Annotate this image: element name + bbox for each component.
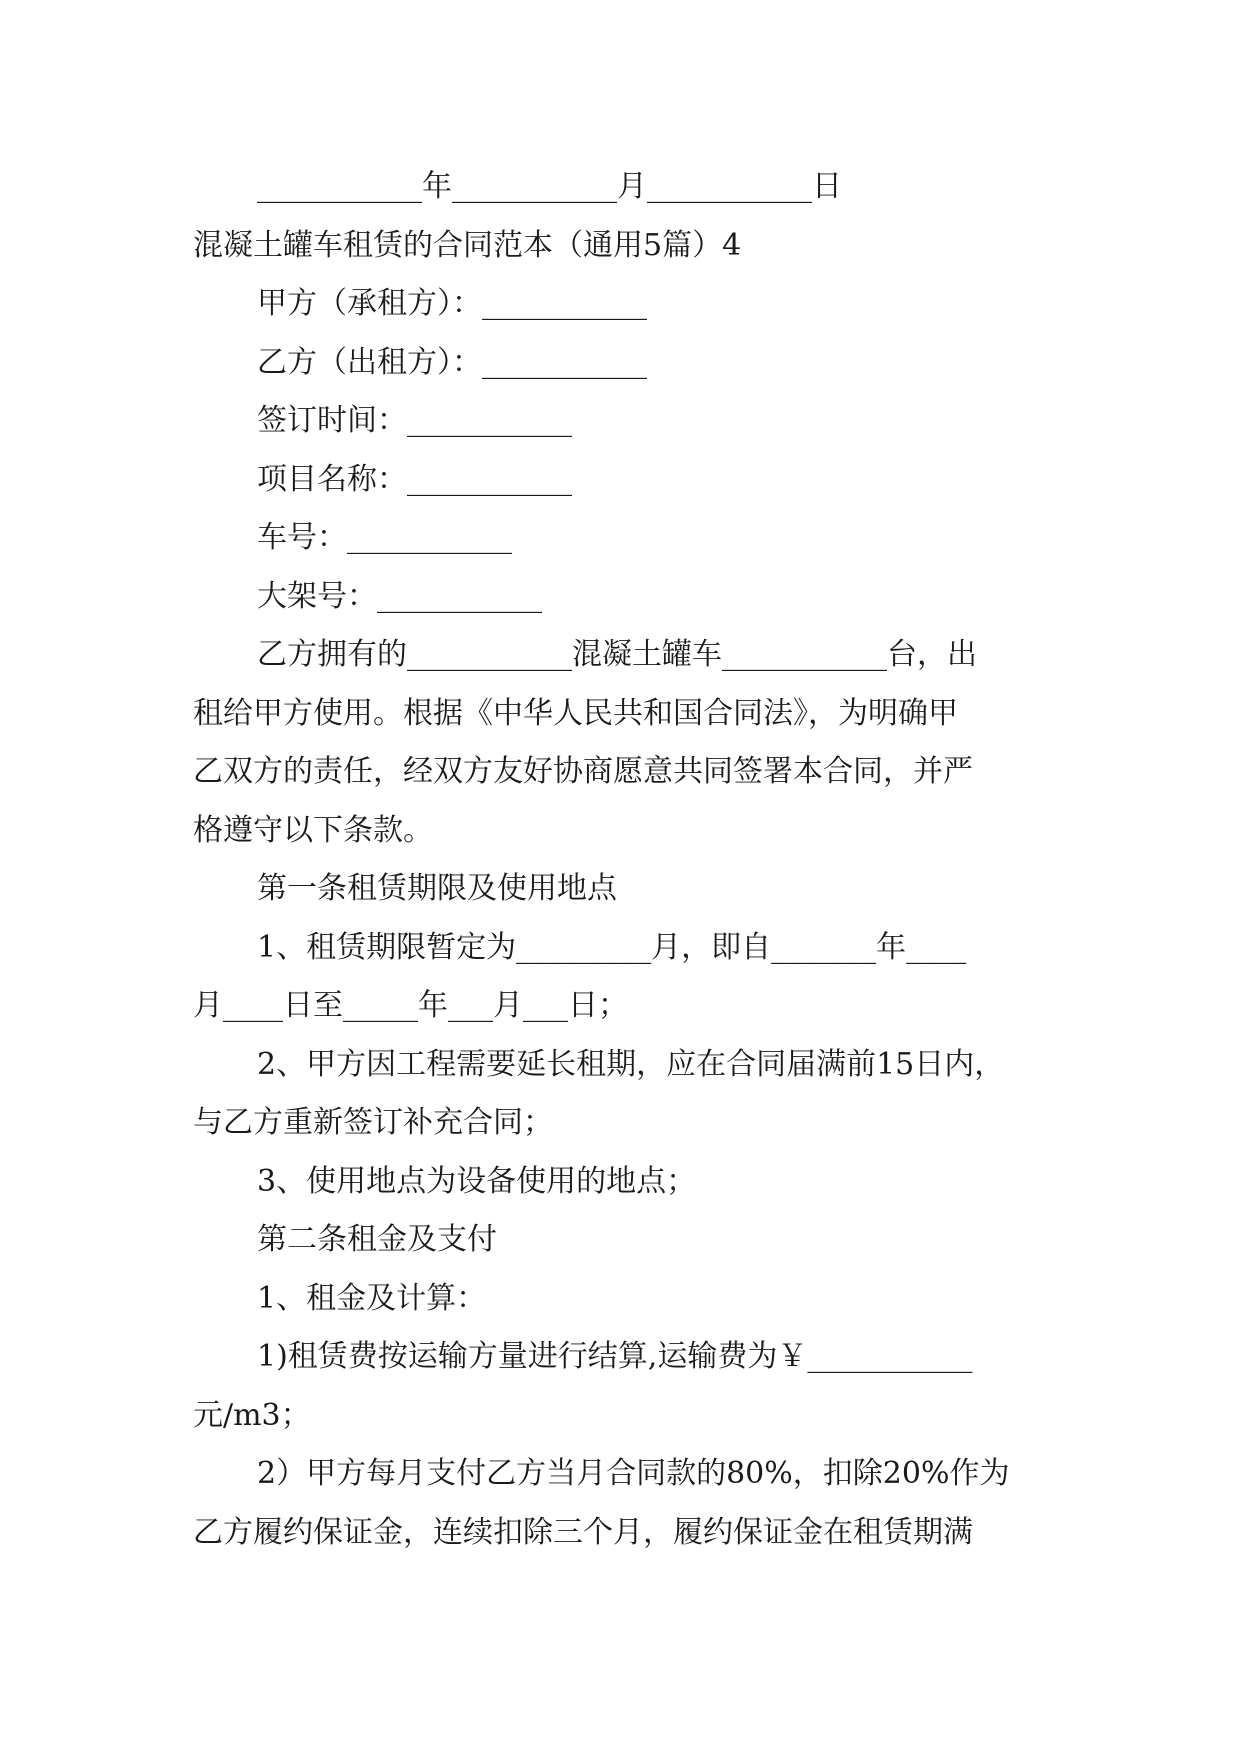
paragraph-line: 1、租金及计算：: [257, 1280, 487, 1316]
paragraph-line: 乙方履约保证金，连续扣除三个月，履约保证金在租赁期满: [193, 1514, 973, 1550]
signing-time-line: 签订时间：___________: [257, 403, 572, 438]
paragraph-line: 2、甲方因工程需要延长租期，应在合同届满前15日内，: [257, 1046, 1005, 1082]
document-title: 混凝土罐车租赁的合同范本（通用5篇）4: [193, 227, 742, 263]
party-b-line: 乙方（出租方）：___________: [257, 344, 647, 380]
paragraph-line: 格遵守以下条款。: [193, 812, 433, 848]
document-body: [193, 158, 1049, 1562]
paragraph-line: 元/m3；: [193, 1397, 311, 1433]
paragraph-line: 1)租赁费按运输方量进行结算,运输费为￥___________: [257, 1339, 973, 1374]
paragraph-line: 2）甲方每月支付乙方当月合同款的80%，扣除20%作为: [257, 1456, 1010, 1491]
party-a-line: 甲方（承租方）：___________: [257, 286, 647, 321]
paragraph-line: 乙双方的责任，经双方友好协商愿意共同签署本合同，并严: [193, 754, 973, 789]
paragraph-line: 乙方拥有的___________混凝土罐车___________台，出: [257, 637, 977, 672]
section-heading: 第一条租赁期限及使用地点: [257, 871, 617, 906]
frame-number-line: 大架号：___________: [257, 578, 542, 614]
paragraph-line: 1、租赁期限暂定为_________月，即自_______年____: [257, 929, 967, 965]
paragraph-line: 与乙方重新签订补充合同；: [193, 1105, 553, 1140]
vehicle-number-line: 车号：___________: [257, 520, 512, 555]
section-heading: 第二条租金及支付: [257, 1222, 497, 1257]
paragraph-line: 3、使用地点为设备使用的地点；: [257, 1163, 697, 1199]
project-name-line: 项目名称：___________: [257, 461, 572, 497]
paragraph-line: 月____日至_____年___月___日；: [193, 988, 628, 1023]
date-line: ___________年___________月___________日: [257, 169, 842, 204]
paragraph-line: 租给甲方使用。根据《中华人民共和国合同法》，为明确甲: [193, 695, 958, 731]
